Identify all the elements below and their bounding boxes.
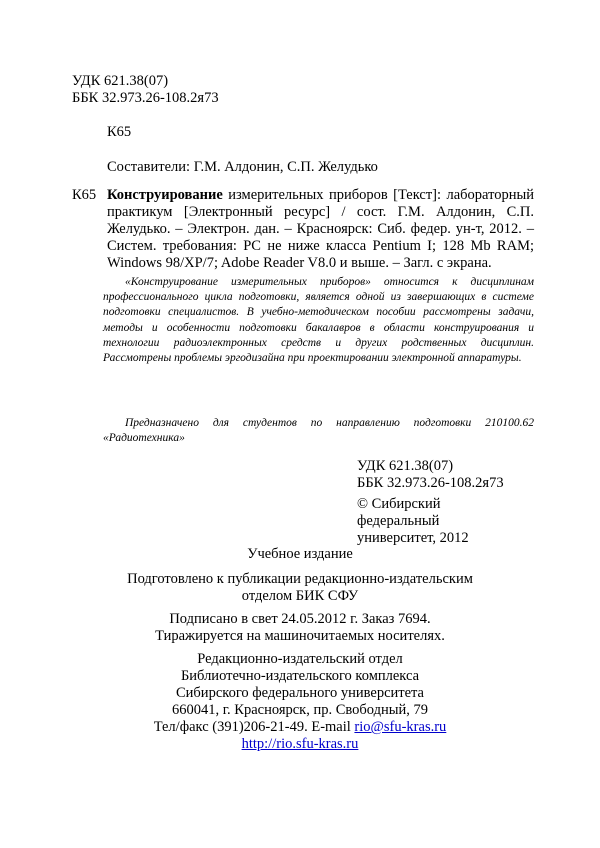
email-link[interactable]: rio@sfu-kras.ru	[354, 719, 447, 735]
right-udk-code: УДК 621.38(07)	[357, 458, 454, 474]
entry-mark: К65	[72, 187, 97, 203]
address-line: 660041, г. Красноярск, пр. Свободный, 79	[171, 702, 428, 718]
edition-type: Учебное издание	[247, 546, 353, 562]
prepared-line-1: Подготовлено к публикации редакционно-издательским	[127, 571, 473, 587]
publisher-contacts	[0, 651, 600, 753]
purpose-paragraph: Предназначено для студентов по направлению подготовки 210100.62 «Радиотехника»	[103, 417, 534, 445]
bbk-code: ББК 32.973.26-108.2я73	[72, 90, 219, 106]
entry-title: Конструирование	[107, 187, 223, 203]
website-link[interactable]: http://rio.sfu-kras.ru	[241, 736, 359, 752]
classification-codes	[72, 73, 219, 107]
copies-line: Тиражируется на машиночитаемых носителях.	[155, 628, 445, 644]
copyright-line-2: федеральный	[357, 513, 440, 529]
signed-line: Подписано в свет 24.05.2012 г. Заказ 7694.	[169, 611, 431, 627]
url-line	[0, 736, 600, 753]
entry-text	[107, 187, 534, 272]
phone-text: Тел/факс (391)206-21-49. E-mail	[153, 719, 355, 735]
author-mark: К65	[107, 124, 132, 140]
copyright-line-1: © Сибирский	[357, 496, 441, 512]
udk-code: УДК 621.38(07)	[72, 73, 169, 89]
prepared-note	[0, 571, 600, 605]
compilers-line: Составители: Г.М. Алдонин, С.П. Желудько	[107, 159, 378, 175]
entry-description: измерительных приборов [Текст]: лабораторный практикум [Электронный ресурс] / сост. Г.М. Алдонин, С.П. Желудько. – Электрон. дан. – Красноярск: Сиб. федер. ун-т, 2012. – Систем. требования: PC не ниже класса Pentium I; 128 Mb RAM; Windows 98/XP/7; Adobe Reader V8.0 и выше. – Загл. с экрана.	[107, 187, 534, 271]
prepared-line-2: отделом БИК СФУ	[241, 588, 359, 604]
right-bbk-code: ББК 32.973.26-108.2я73	[357, 475, 504, 491]
phone-email-line	[0, 719, 600, 736]
complex-line: Библиотечно-издательского комплекса	[180, 668, 420, 684]
university-line: Сибирского федерального университета	[176, 685, 424, 701]
copyright-block	[357, 496, 469, 547]
publication-info	[0, 611, 600, 645]
abstract-paragraph: «Конструирование измерительных приборов» относится к дисциплинам профессионального цикла подготовки, является одной из завершающих в системе подготовки специалистов. В учебно-методическом пособии рассмотрены задачи, методы и особенности подготовки бакалавров в области конструирования и технологии радиоэлектронных средств и других родственных дисциплин. Рассмотрены проблемы эргодизайна при проектировании электронной аппаратуры.	[103, 276, 534, 365]
bibliographic-entry	[72, 187, 534, 272]
right-classification-codes	[357, 458, 504, 492]
copyright-line-3: университет, 2012	[357, 530, 469, 546]
dept-line: Редакционно-издательский отдел	[197, 651, 403, 667]
